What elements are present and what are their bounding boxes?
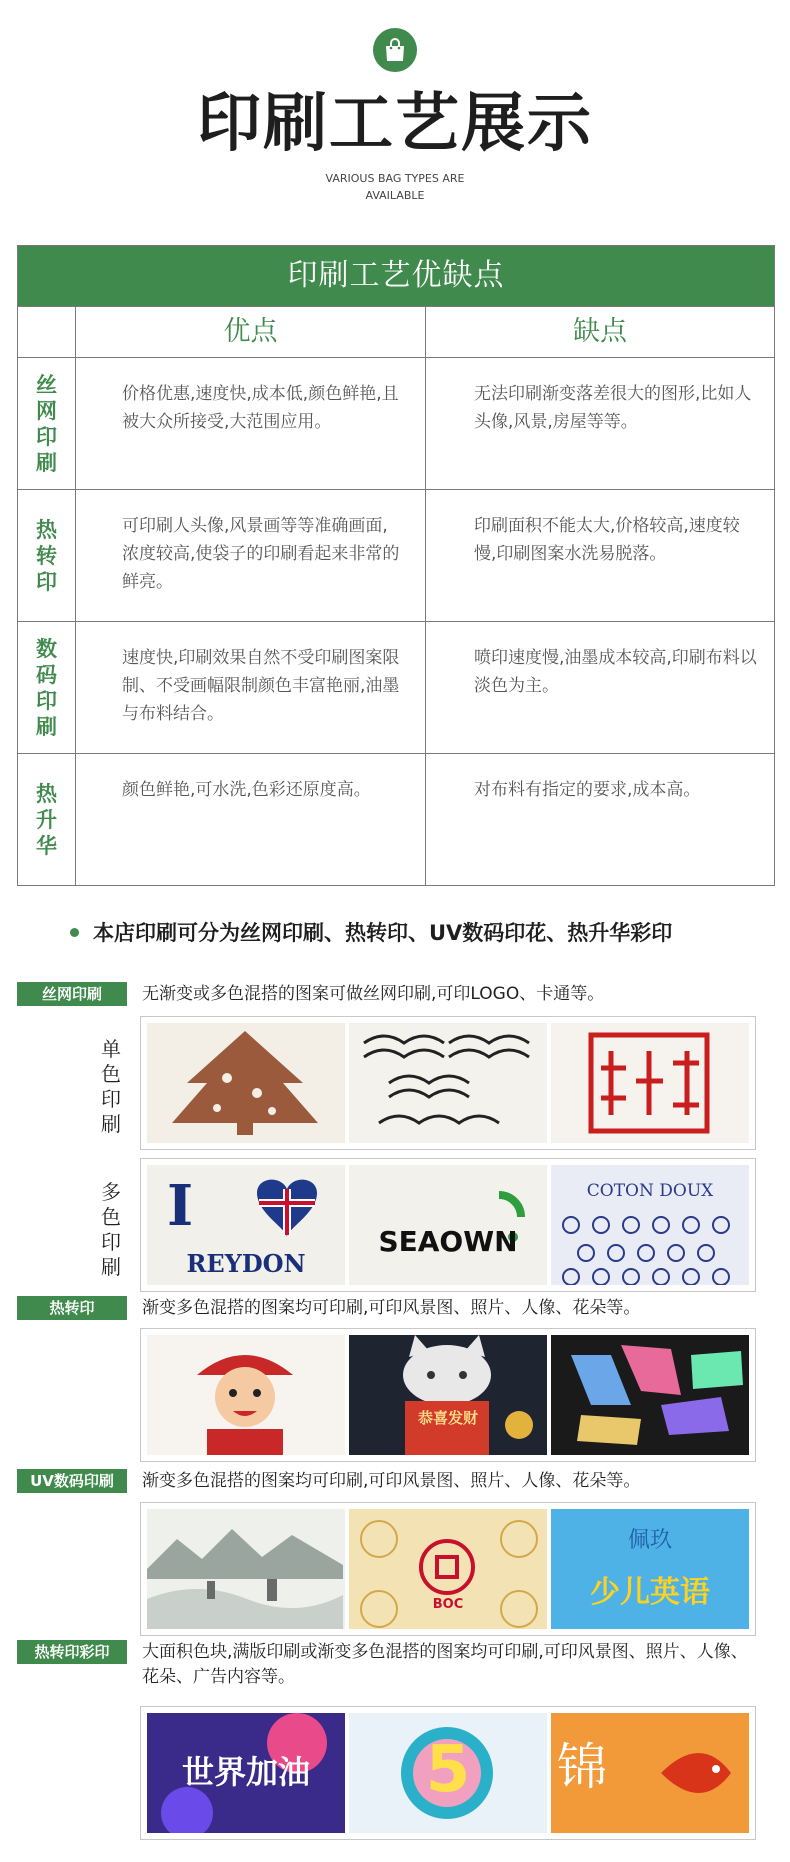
logo-badge — [373, 28, 417, 72]
con-cell: 对布料有指定的要求,成本高。 — [474, 780, 701, 800]
christmas-tree-print-image — [147, 1023, 345, 1143]
seaown-logo-print-image: SEAOWN — [349, 1165, 547, 1285]
boc-pattern-print-image: BOC — [349, 1509, 547, 1629]
con-cell: 无法印刷渐变落差很大的图形,比如人头像,风景,房屋等等。 — [474, 384, 752, 432]
row-label: 热升华 — [36, 781, 57, 858]
table-row — [18, 753, 774, 885]
pro-cell: 可印刷人头像,风景画等等准确画面,浓度较高,使袋子的印刷看起来非常的鲜亮。 — [122, 516, 400, 592]
table-row — [18, 621, 774, 753]
section-tag-sublimation: 热转印彩印 — [17, 1640, 127, 1664]
section-tag-uv: UV数码印刷 — [17, 1469, 127, 1493]
section-tag-heat: 热转印 — [17, 1296, 127, 1320]
single-color-image-strip — [140, 1016, 756, 1150]
coton-doux-print-image: COTON DOUX — [551, 1165, 749, 1285]
intro-line: 本店印刷可分为丝网印刷、热转印、UV数码印花、热升华彩印 — [70, 918, 770, 948]
single-color-label: 单色印刷 — [101, 1037, 121, 1136]
section-desc-heat: 渐变多色混搭的图案均可印刷,可印风景图、照片、人像、花朵等。 — [142, 1298, 641, 1318]
world-cheer-poster-image: 世界加油 — [147, 1713, 345, 1833]
comparison-table — [17, 245, 775, 886]
row-label: 热转印 — [36, 517, 57, 594]
multi-color-label: 多色印刷 — [101, 1180, 121, 1279]
color-strokes-print-image — [551, 1335, 749, 1455]
landscape-ink-print-image — [147, 1509, 345, 1629]
pro-cell: 颜色鲜艳,可水洗,色彩还原度高。 — [122, 780, 371, 800]
wave-pattern-print-image — [349, 1023, 547, 1143]
con-cell: 喷印速度慢,油墨成本较高,印刷布料以淡色为主。 — [474, 648, 757, 696]
number-five-poster-image: 5 — [349, 1713, 547, 1833]
table-row — [18, 489, 774, 621]
page-title: 印刷工艺展示 — [197, 87, 593, 161]
column-header-pro: 优点 — [76, 307, 426, 357]
uv-image-strip — [140, 1502, 756, 1636]
shopping-bag-icon — [383, 37, 407, 63]
lucky-cat-print-image: 恭喜发财 — [349, 1335, 547, 1455]
multi-color-image-strip — [140, 1158, 756, 1292]
row-label: 数码印刷 — [36, 636, 57, 739]
con-cell: 印刷面积不能太大,价格较高,速度较慢,印刷图案水洗易脱落。 — [474, 516, 740, 564]
section-desc-sublimation: 大面积色块,满版印刷或渐变多色混搭的图案均可印刷,可印风景图、照片、人像、花朵、广告内容等。 — [142, 1642, 748, 1687]
red-seal-print-image — [551, 1023, 749, 1143]
table-header-row — [18, 306, 774, 357]
table-row — [18, 357, 774, 489]
pro-cell: 速度快,印刷效果自然不受印刷图案限制、不受画幅限制颜色丰富艳丽,油墨与布料结合。 — [122, 648, 400, 724]
sublimation-image-strip — [140, 1706, 756, 1840]
table-title: 印刷工艺优缺点 — [18, 246, 774, 306]
kids-english-print-image: 佩玖 少儿英语 — [551, 1509, 749, 1629]
koi-fish-poster-image: 锦 — [551, 1713, 749, 1833]
section-desc-uv: 渐变多色混搭的图案均可印刷,可印风景图、照片、人像、花朵等。 — [142, 1471, 641, 1491]
i-love-reydon-print-image: I REYDON — [147, 1165, 345, 1285]
bullet-dot-icon — [70, 928, 79, 937]
table-corner-cell — [18, 307, 76, 357]
page-subtitle: VARIOUS BAG TYPES ARE AVAILABLE — [325, 172, 465, 202]
section-desc-silk: 无渐变或多色混搭的图案可做丝网印刷,可印LOGO、卡通等。 — [142, 984, 605, 1004]
cartoon-boy-print-image — [147, 1335, 345, 1455]
heat-image-strip — [140, 1328, 756, 1462]
row-label: 丝网印刷 — [36, 372, 57, 475]
section-tag-silk: 丝网印刷 — [17, 982, 127, 1006]
column-header-con: 缺点 — [573, 316, 627, 347]
pro-cell: 价格优惠,速度快,成本低,颜色鲜艳,且被大众所接受,大范围应用。 — [122, 384, 399, 432]
